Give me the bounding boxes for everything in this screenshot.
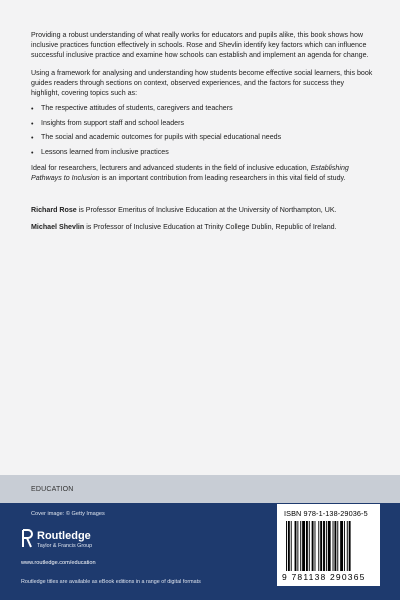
list-item: • The social and academic outcomes for pupils with special educational needs (31, 133, 282, 143)
category-band (0, 475, 400, 503)
list-item: • Insights from support staff and school leaders (31, 118, 185, 128)
author-name: Richard Rose (31, 206, 77, 215)
cover-credit: Cover image: © Getty Images (31, 511, 105, 517)
bullet-icon: • (31, 134, 34, 143)
author-bios (31, 205, 373, 232)
author-bio: Richard Rose is Professor Emeritus of Inclusive Education at the University of Northampton, UK. (31, 206, 337, 215)
ebook-note: Routledge titles are available as eBook editions in a range of digital formats (21, 579, 201, 585)
publisher-group: Taylor & Francis Group (37, 543, 93, 549)
barcode-number: 9 781138 290365 (282, 572, 366, 582)
barcode-icon (285, 521, 373, 571)
bullet-icon: • (31, 119, 34, 128)
list-item: • The respective attitudes of students, caregivers and teachers (31, 104, 233, 114)
list-item: • Lessons learned from inclusive practices (31, 147, 169, 157)
barcode-box (277, 504, 380, 586)
book-title: Establishing Pathways to Inclusion (31, 163, 349, 182)
author-bio: Michael Shevlin is Professor of Inclusive Education at Trinity College Dublin, Republic of Ireland. (31, 223, 337, 232)
description-paragraph-1: Providing a robust understanding of what really works for educators and pupils alike, this book shows how inclusive practices function effectively in schools. Rose and Shevlin identify key factors which can influence successful inclusive practice and examine how schools can establish and implement an agenda for change. (31, 31, 369, 60)
bullet-icon: • (31, 148, 34, 157)
description-paragraph-2: Using a framework for analysing and understanding how students become effective social learners, this book guides readers through sections on context, observed experiences, and the factors for success they highlight, covering topics such as: (31, 68, 373, 98)
topics-list (31, 103, 373, 157)
category-label: EDUCATION (31, 486, 74, 493)
publisher-url: www.routledge.com/education (21, 560, 96, 566)
isbn-label: ISBN 978-1-138-29036-5 (284, 509, 368, 518)
bullet-icon: • (31, 105, 34, 114)
publisher-name: Routledge (37, 530, 91, 542)
routledge-logo-icon (21, 529, 33, 548)
author-name: Michael Shevlin (31, 223, 85, 232)
description-paragraph-3: Ideal for researchers, lecturers and advanced students in the field of inclusive education, Establishing Pathways to Inclusion is an important contribution from leading researchers in this vital field of study. (31, 163, 349, 182)
description-block (31, 30, 373, 240)
